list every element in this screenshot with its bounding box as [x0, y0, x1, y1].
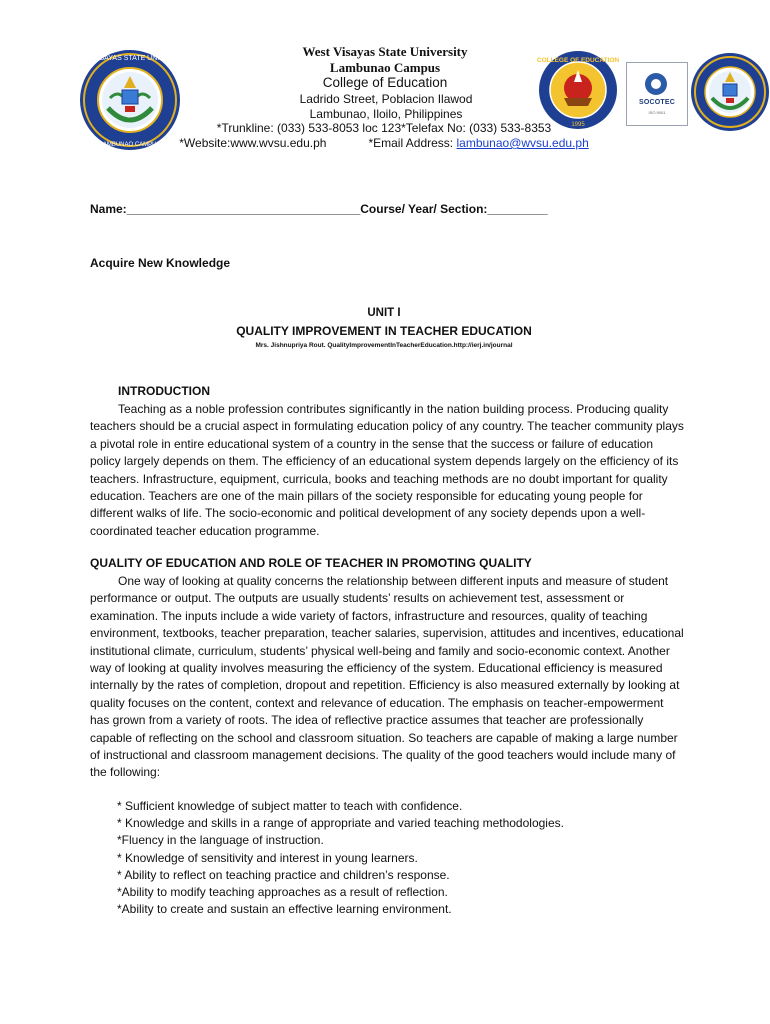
email-label: *Email Address: [368, 136, 454, 150]
list-item: * Knowledge of sensitivity and interest in young learners. [117, 850, 418, 865]
quality-text: One way of looking at quality concerns the relationship between different inputs and measure of student performance or output. The outputs are usually students’ results on achievement test, assessment or examination. The inputs include a wide variety of factors, infrastructure and resources, quality of teaching environment, textbooks, teacher preparation, teacher salaries, supervision, attitudes and incentives, educational institutional climate, curriculum, students’ physical well-being and family and socio-economic context. Another way of looking at quality involves measuring the efficiency of the system. Educational efficiency is measured internally by the rates of completion, dropout and repetition. Efficiency is also measured externally by looking at quality focuses on the content, context and relevance of education. The emphasis on teacher-empowerment has grown from a variety of roots. The idea of reflective practice assumes that teacher are professionally capable of reflecting on the school and classroom situation. So teachers are capable of making a large number of instructional and classroom management decisions. The quality of the good teachers would include many of the following: [90, 574, 684, 780]
socotec-iso: ISO 9001 [648, 110, 666, 115]
unit-number: UNIT I [367, 307, 401, 319]
list-item: * Knowledge and skills in a range of appropriate and varied teaching methodologies. [117, 816, 564, 831]
socotec-certification-badge [626, 62, 688, 126]
website-text: *Website:www.wvsu.edu.ph [179, 136, 327, 150]
unit-citation: Mrs. Jishnupriya Rout. QualityImprovementInTeacherEducation.http://ierj.in/journal [255, 342, 513, 349]
email-link[interactable]: lambunao@wvsu.edu.ph [456, 136, 589, 150]
seal-left-arc-text: WEST VISAYAS STATE UNIVERSITY [70, 55, 190, 62]
university-name: West Visayas State University [302, 44, 468, 59]
quality-paragraph [90, 573, 684, 782]
coe-seal-text: COLLEGE OF EDUCATION [536, 57, 620, 64]
introduction-text: Teaching as a noble profession contributes significantly in the nation building process. Producing quality teachers should be a crucial aspect in formulating education policy of any country. The teacher community plays a pivotal role in entire educational system of a country in the sense that the success or failure of education policy largely depends on them. The efficiency of an educational system depends largely on the efficiency of its teachers. Infrastructure, equipment, curricula, books and teaching methods are no doubt important for quality education. Teachers are one of the main pillars of the society responsible for educating young people for different walks of life. The socio-economic and political development of any society depends upon a well-coordinated teacher education programme. [90, 402, 684, 538]
list-item: * Sufficient knowledge of subject matter to teach with confidence. [117, 799, 463, 813]
introduction-heading: INTRODUCTION [118, 384, 210, 398]
list-item: * Ability to reflect on teaching practice and children’s response. [117, 867, 450, 882]
city-address: Lambunao, Iloilo, Philippines [309, 107, 463, 121]
list-item: *Ability to modify teaching approaches as a result of reflection. [117, 885, 448, 900]
list-item: *Fluency in the language of instruction. [117, 833, 324, 848]
street-address: Ladrido Street, Poblacion Ilawod [299, 92, 473, 106]
name-course-section-field[interactable]: Name:___________________________________Course/ Year/ Section:_________ [90, 202, 548, 216]
trunkline-telefax: *Trunkline: (033) 533-8053 loc 123*Telefax No: (033) 533-8353 [216, 121, 552, 135]
coe-seal-year: 1995 [571, 122, 585, 128]
socotec-name: SOCOTEC [638, 99, 675, 106]
socotec-logo-icon [645, 73, 667, 95]
quality-heading: QUALITY OF EDUCATION AND ROLE OF TEACHER IN PROMOTING QUALITY [90, 556, 532, 570]
list-item: *Ability to create and sustain an effective learning environment. [117, 902, 452, 917]
website-email-line [0, 136, 768, 150]
introduction-paragraph [90, 401, 684, 540]
university-seal-right [690, 42, 770, 142]
college-name: College of Education [322, 75, 448, 90]
unit-title: QUALITY IMPROVEMENT IN TEACHER EDUCATION [236, 324, 532, 338]
seal-left-bottom-text: LAMBUNAO CAMPUS [99, 142, 161, 148]
campus-name: Lambunao Campus [329, 60, 441, 75]
section-label: Acquire New Knowledge [90, 256, 231, 270]
teacher-qualities-list [117, 798, 564, 918]
college-of-education-seal [538, 50, 618, 130]
